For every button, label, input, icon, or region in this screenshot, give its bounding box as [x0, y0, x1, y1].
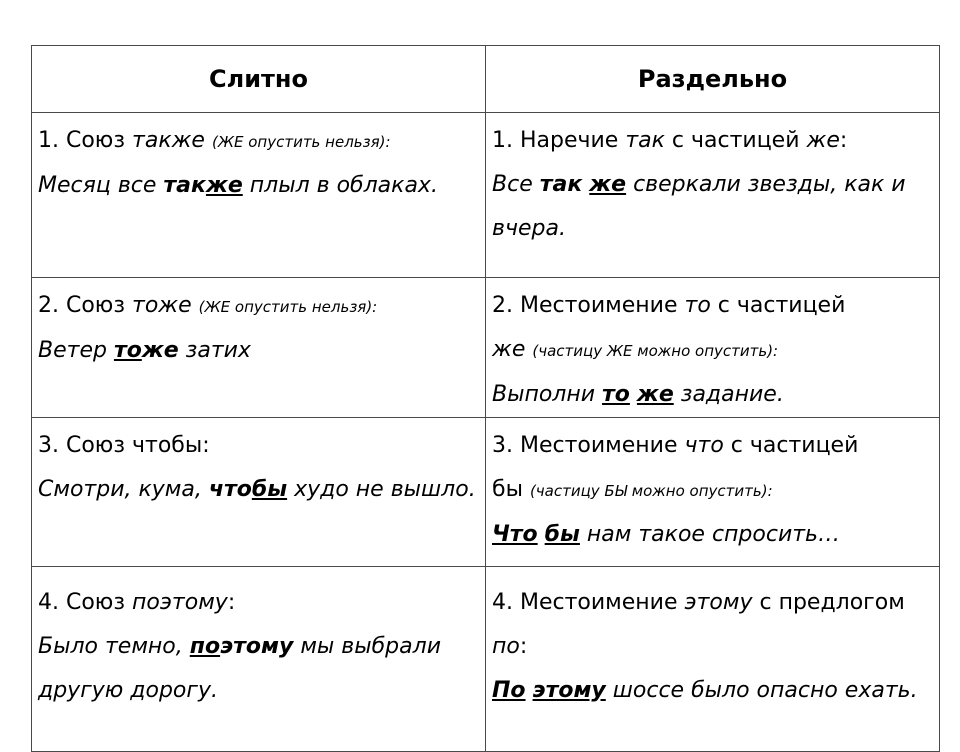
- cell-left-2: [32, 278, 486, 418]
- cell-left-4: [32, 567, 486, 752]
- example-text: Месяц все также плыл в облаках.: [38, 173, 438, 198]
- example-text: Было темно, поэтому мы выбрали другую дорогу.: [38, 634, 441, 703]
- rule-title: 2. Союз тоже (ЖЕ опустить нельзя):: [38, 293, 378, 318]
- header-right: Раздельно: [486, 46, 940, 113]
- cell-right-4: [486, 567, 940, 752]
- cell-left-3: [32, 418, 486, 567]
- example-text: Все так же сверкали звезды, как и вчера.: [492, 172, 906, 241]
- rule-title: 2. Местоимение то с частицей же (частицу ЖЕ можно опустить):: [492, 293, 846, 362]
- cell-right-1: [486, 113, 940, 278]
- rule-note: (ЖЕ опустить нельзя): [198, 298, 373, 316]
- table-row: [32, 567, 940, 752]
- cell-left-1: [32, 113, 486, 278]
- rule-title: 4. Местоимение этому с предлогом по:: [492, 590, 905, 659]
- table-row: [32, 113, 940, 278]
- cell-right-2: [486, 278, 940, 418]
- table-row: [32, 418, 940, 567]
- rule-note: (частицу БЫ можно опустить): [529, 482, 768, 500]
- rule-title: 3. Местоимение что с частицей бы (частицу БЫ можно опустить):: [492, 433, 859, 502]
- rule-note: (ЖЕ опустить нельзя): [211, 133, 386, 151]
- example-text: Что бы нам такое спросить…: [492, 522, 841, 547]
- cell-right-3: [486, 418, 940, 567]
- example-text: По этому шоссе было опасно ехать.: [492, 678, 918, 703]
- header-row: [32, 46, 940, 113]
- rule-title: 3. Союз чтобы:: [38, 433, 210, 458]
- example-text: Смотри, кума, чтобы худо не вышло.: [38, 477, 476, 502]
- rule-title: 1. Наречие так с частицей же:: [492, 128, 848, 153]
- rule-note: (частицу ЖЕ можно опустить): [532, 342, 774, 360]
- example-text: Ветер тоже затих: [38, 338, 251, 363]
- rules-table: [31, 45, 940, 752]
- table-row: [32, 278, 940, 418]
- rule-title: 4. Союз поэтому:: [38, 590, 236, 615]
- header-left: Слитно: [32, 46, 486, 113]
- rule-title: 1. Союз также (ЖЕ опустить нельзя):: [38, 128, 391, 153]
- example-text: Выполни то же задание.: [492, 382, 784, 407]
